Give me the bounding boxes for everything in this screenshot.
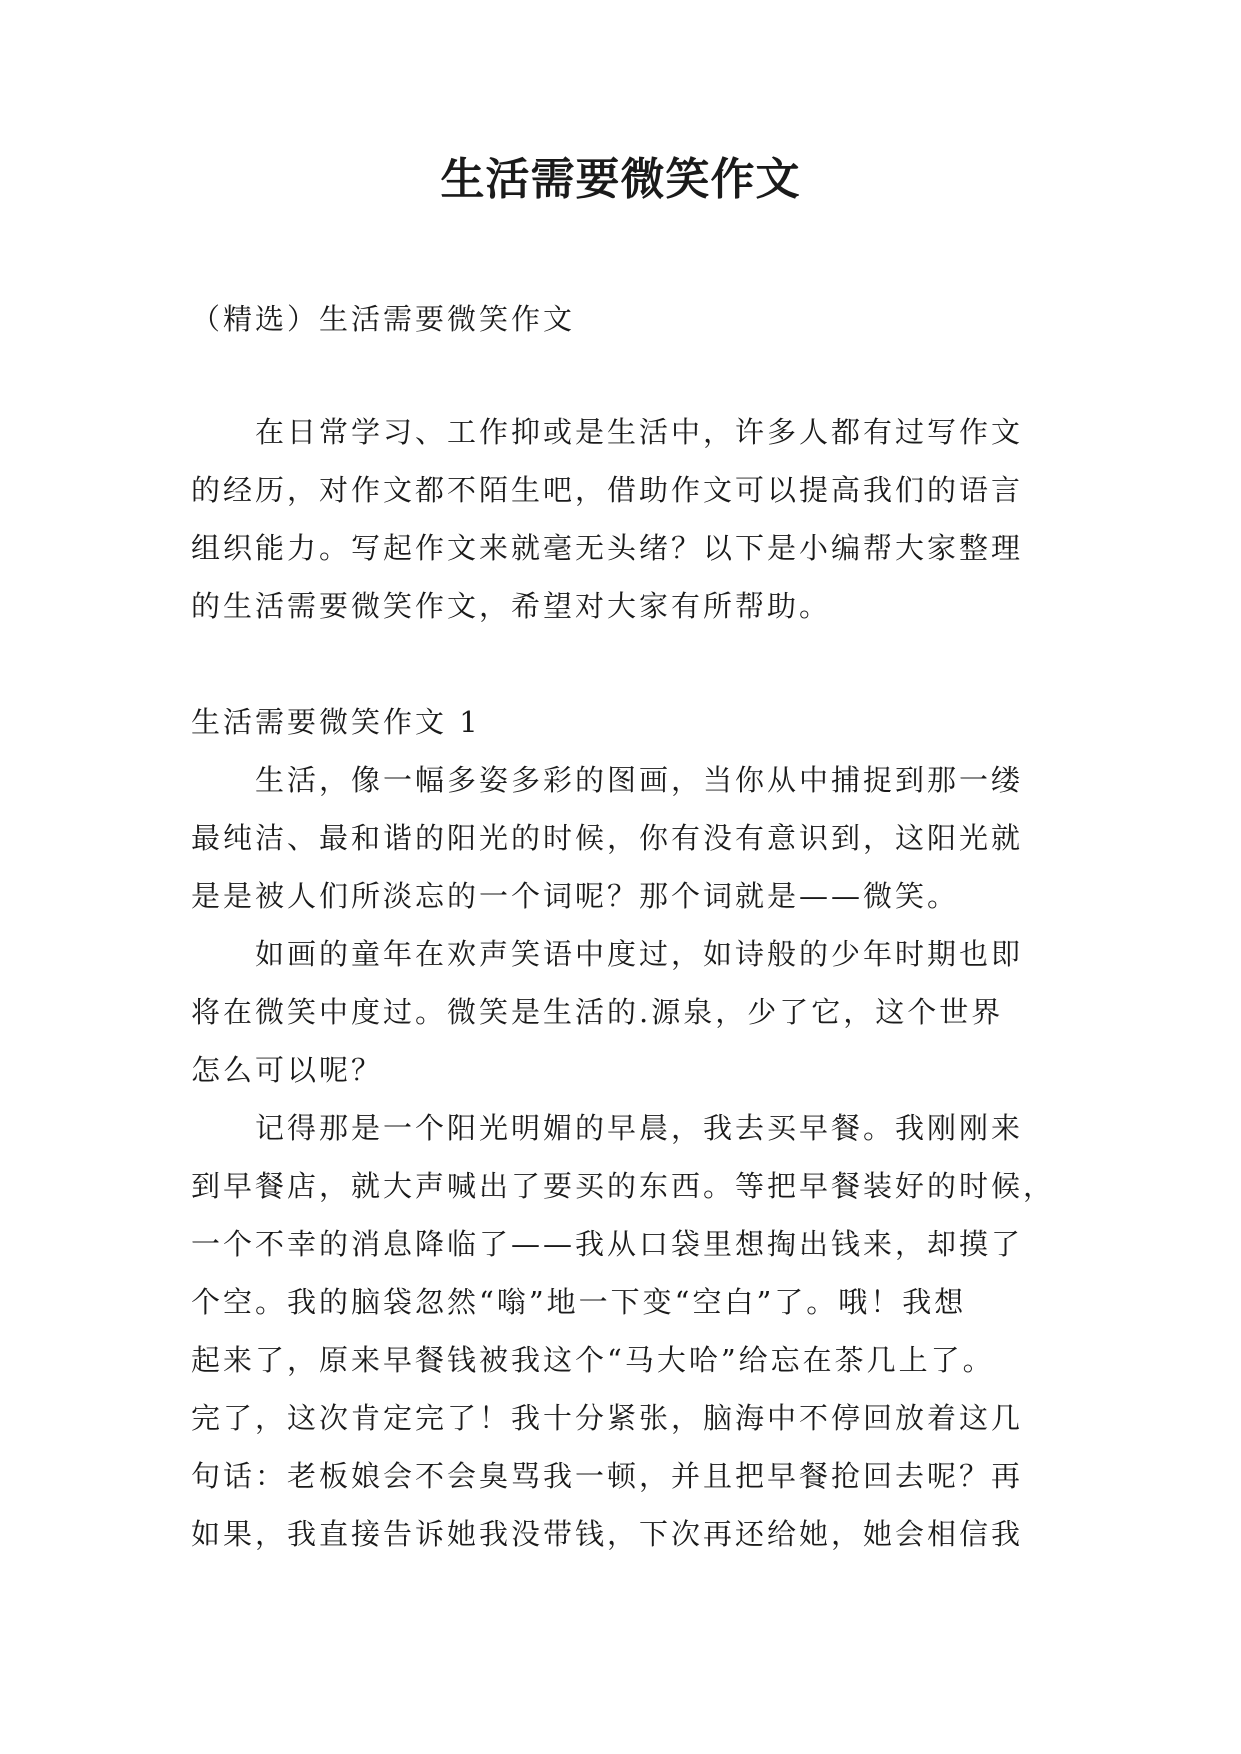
text-line: 到早餐店，就大声喊出了要买的东西。等把早餐装好的时候，	[191, 1169, 1056, 1203]
document-subtitle: （精选）生活需要微笑作文	[191, 302, 576, 336]
essay-section-1	[191, 693, 1056, 1563]
text-line: 起来了，原来早餐钱被我这个“马大哈”给忘在茶几上了。	[191, 1343, 995, 1377]
intro-paragraph	[191, 403, 1051, 635]
text-line: 完了，这次肯定完了！我十分紧张，脑海中不停回放着这几	[191, 1401, 1024, 1435]
text-line: 如画的童年在欢声笑语中度过，如诗般的少年时期也即	[191, 937, 1024, 971]
text-line: 在日常学习、工作抑或是生活中，许多人都有过写作文	[191, 415, 1024, 449]
text-line: 句话：老板娘会不会臭骂我一顿，并且把早餐抢回去呢？再	[191, 1459, 1024, 1493]
text-line: 记得那是一个阳光明媚的早晨，我去买早餐。我刚刚来	[191, 1111, 1024, 1145]
text-line: 是是被人们所淡忘的一个词呢？那个词就是——微笑。	[191, 879, 960, 913]
text-line: 生活，像一幅多姿多彩的图画，当你从中捕捉到那一缕	[191, 763, 1024, 797]
text-line: 将在微笑中度过。微笑是生活的.源泉，少了它，这个世界	[191, 995, 1004, 1029]
text-line: 组织能力。写起作文来就毫无头绪？以下是小编帮大家整理	[191, 531, 1024, 565]
text-line: 怎么可以呢？	[191, 1053, 384, 1087]
page-title: 生活需要微笑作文	[440, 154, 801, 205]
section-heading: 生活需要微笑作文 1	[191, 705, 481, 739]
text-line: 如果，我直接告诉她我没带钱，下次再还给她，她会相信我	[191, 1517, 1024, 1551]
text-line: 个空。我的脑袋忽然“嗡”地一下变“空白”了。哦！我想	[191, 1285, 967, 1319]
text-line: 的生活需要微笑作文，希望对大家有所帮助。	[191, 589, 832, 623]
text-line: 一个不幸的消息降临了——我从口袋里想掏出钱来，却摸了	[191, 1227, 1024, 1261]
text-line: 最纯洁、最和谐的阳光的时候，你有没有意识到，这阳光就	[191, 821, 1024, 855]
text-line: 的经历，对作文都不陌生吧，借助作文可以提高我们的语言	[191, 473, 1024, 507]
